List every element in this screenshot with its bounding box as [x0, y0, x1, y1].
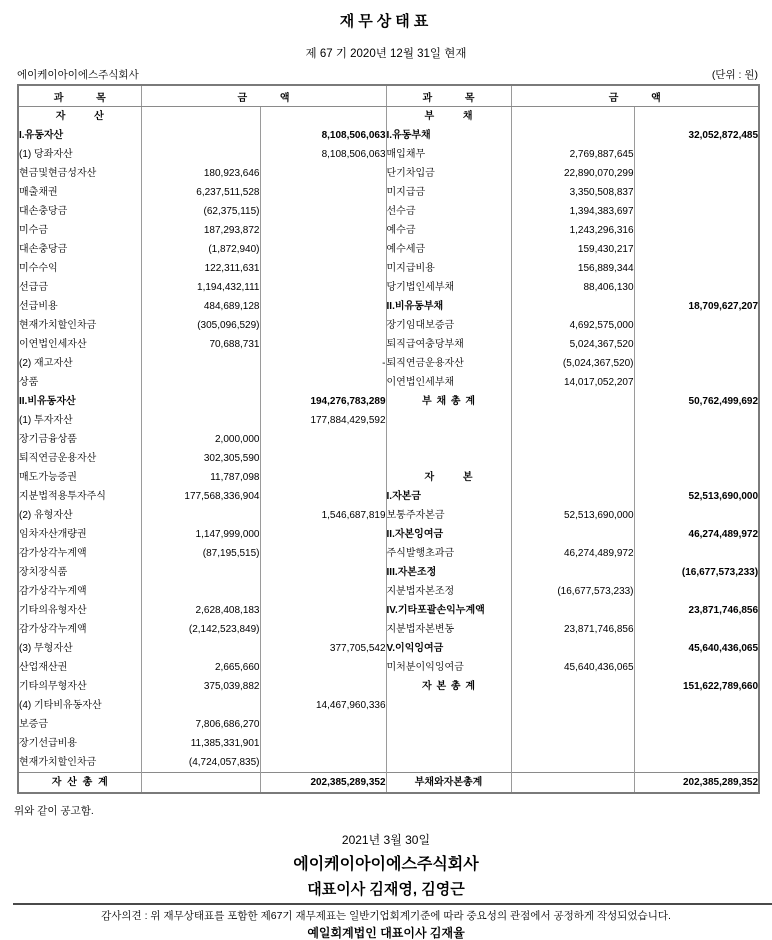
liab-equity-amount-sub2-cell [634, 202, 759, 221]
liab-equity-label-cell: 주식발행초과금 [386, 544, 511, 563]
company-name: 에이케이아이에스주식회사 [17, 69, 139, 81]
asset-label-cell: 이연법인세자산 [18, 335, 141, 354]
asset-amount-sub2-cell [260, 582, 386, 601]
liab-equity-amount-sub2-cell [634, 183, 759, 202]
liab-equity-amount-sub2-cell [634, 278, 759, 297]
announcement-date: 2021년 3월 30일 [341, 833, 431, 847]
liab-equity-amount-sub1-cell: 4,692,575,000 [511, 316, 634, 335]
asset-amount-sub1-cell [141, 563, 260, 582]
liab-equity-amount-sub2-cell: (16,677,573,233) [634, 563, 759, 582]
liab-equity-amount-sub1-cell [511, 411, 634, 430]
table-total [18, 773, 759, 794]
liab-equity-label-cell: 보통주자본금 [386, 506, 511, 525]
table-row [18, 468, 759, 487]
asset-amount-sub1-cell: 187,293,872 [141, 221, 260, 240]
liab-equity-label-cell: 예수세금 [386, 240, 511, 259]
asset-amount-sub1-cell: 6,237,511,528 [141, 183, 260, 202]
asset-amount-sub1-cell [141, 373, 260, 392]
asset-amount-sub1-cell: 375,039,882 [141, 677, 260, 696]
asset-label-cell: II.비유동자산 [18, 392, 141, 411]
liab-equity-amount-sub2-cell [634, 734, 759, 753]
liab-equity-amount-sub1-cell: 88,406,130 [511, 278, 634, 297]
asset-amount-sub1-cell: 1,194,432,111 [141, 278, 260, 297]
table-row [18, 392, 759, 411]
table-row [18, 316, 759, 335]
asset-amount-sub2-cell [260, 202, 386, 221]
asset-amount-sub1-cell [141, 582, 260, 601]
asset-label-cell: 지분법적용투자주식 [18, 487, 141, 506]
liab-equity-label-cell: II.자본잉여금 [386, 525, 511, 544]
asset-amount-sub2-cell [260, 373, 386, 392]
asset-label-cell: 선급비용 [18, 297, 141, 316]
liab-equity-amount-sub2-cell [634, 240, 759, 259]
liab-equity-label-cell: III.자본조정 [386, 563, 511, 582]
liab-equity-amount-sub1-cell: (5,024,367,520) [511, 354, 634, 373]
table-row [18, 696, 759, 715]
asset-amount-sub2-cell [260, 715, 386, 734]
footer-company-name: 에이케이아이에스주식회사 [293, 856, 479, 873]
ceo-names: 대표이사 김재영, 김영근 [307, 881, 465, 898]
asset-amount-sub2-cell: - [260, 354, 386, 373]
asset-amount-sub1-cell [141, 145, 260, 164]
asset-label-cell: 장기금융상품 [18, 430, 141, 449]
liab-equity-amount-sub2-cell [634, 316, 759, 335]
account-header-left: 과 목 [18, 85, 141, 107]
liab-equity-label-cell: 자 본 총 계 [386, 677, 511, 696]
table-row [18, 658, 759, 677]
liab-equity-amount-sub2-cell [634, 620, 759, 639]
liab-equity-label-cell [386, 411, 511, 430]
asset-label-cell: 현재가치할인차금 [18, 753, 141, 773]
liab-equity-amount-sub2-cell [634, 411, 759, 430]
liab-equity-amount-sub1-cell [511, 715, 634, 734]
asset-amount-sub1-cell [141, 411, 260, 430]
liab-equity-label-cell [386, 753, 511, 773]
asset-amount-sub1-cell: 2,000,000 [141, 430, 260, 449]
liab-equity-amount-sub2-cell [634, 259, 759, 278]
table-row [18, 354, 759, 373]
asset-amount-sub2-cell [260, 316, 386, 335]
table-row [18, 582, 759, 601]
liab-equity-label-cell: 지분법자본변동 [386, 620, 511, 639]
liab-equity-amount-sub2-cell: 52,513,690,000 [634, 487, 759, 506]
asset-label-cell: 감가상각누계액 [18, 544, 141, 563]
table-row [18, 278, 759, 297]
liab-equity-amount-sub1-cell [511, 449, 634, 468]
asset-amount-sub2-cell: 8,108,506,063 [260, 126, 386, 145]
asset-label-cell: I.유동자산 [18, 126, 141, 145]
liab-equity-amount-sub2-cell [634, 373, 759, 392]
liab-equity-amount-sub1-cell: 23,871,746,856 [511, 620, 634, 639]
asset-label-cell: (2) 유형자산 [18, 506, 141, 525]
table-row [18, 544, 759, 563]
amount-header-right: 금 액 [511, 85, 759, 107]
liab-equity-amount-sub1-cell [511, 563, 634, 582]
liab-equity-amount-sub1-cell: 3,350,508,837 [511, 183, 634, 202]
liab-equity-label-cell: 자 본 [386, 468, 511, 487]
table-row [18, 620, 759, 639]
liab-equity-amount-sub1-cell [511, 677, 634, 696]
table-row [18, 639, 759, 658]
asset-amount-sub1-cell: 11,385,331,901 [141, 734, 260, 753]
table-row [18, 715, 759, 734]
asset-label-cell: 매도가능증권 [18, 468, 141, 487]
liab-equity-label-cell: I.자본금 [386, 487, 511, 506]
public-notice: 위와 같이 공고함. [14, 805, 94, 817]
table-row [18, 734, 759, 753]
liab-equity-amount-sub2-cell [634, 145, 759, 164]
liab-equity-amount-sub2-cell [634, 221, 759, 240]
liab-equity-label-cell: 선수금 [386, 202, 511, 221]
liab-equity-amount-sub1-cell [511, 468, 634, 487]
liab-equity-label-cell: 장기임대보증금 [386, 316, 511, 335]
asset-label-cell: 기타의유형자산 [18, 601, 141, 620]
asset-amount-sub2-cell [260, 297, 386, 316]
asset-amount-sub2-cell [260, 563, 386, 582]
liab-equity-amount-sub2-cell [634, 696, 759, 715]
asset-amount-sub2-cell [260, 107, 386, 127]
liab-equity-label-cell [386, 449, 511, 468]
liab-equity-amount-sub1-cell [511, 392, 634, 411]
liab-equity-label-cell: 매입채무 [386, 145, 511, 164]
reporting-period: 제 67 기 2020년 12월 31일 현재 [305, 48, 467, 60]
asset-amount-sub1-cell: (2,142,523,849) [141, 620, 260, 639]
table-row [18, 430, 759, 449]
asset-amount-sub1-cell: (305,096,529) [141, 316, 260, 335]
asset-label-cell: 미수수익 [18, 259, 141, 278]
liab-equity-amount-sub2-cell [634, 164, 759, 183]
liab-equity-amount-sub1-cell: 45,640,436,065 [511, 658, 634, 677]
liab-equity-label-cell [386, 715, 511, 734]
asset-label-cell: 기타의무형자산 [18, 677, 141, 696]
liab-equity-amount-sub1-cell [511, 525, 634, 544]
asset-label-cell: 대손충당금 [18, 240, 141, 259]
asset-amount-sub1-cell: (87,195,515) [141, 544, 260, 563]
asset-amount-sub2-cell: 177,884,429,592 [260, 411, 386, 430]
total-liab-equity-sub1 [511, 773, 634, 794]
asset-label-cell: 매출채권 [18, 183, 141, 202]
liab-equity-amount-sub2-cell [634, 715, 759, 734]
table-row [18, 449, 759, 468]
liab-equity-amount-sub1-cell: 2,769,887,645 [511, 145, 634, 164]
liab-equity-label-cell: V.이익잉여금 [386, 639, 511, 658]
liab-equity-amount-sub2-cell: 151,622,789,660 [634, 677, 759, 696]
liab-equity-amount-sub1-cell: 1,243,296,316 [511, 221, 634, 240]
asset-amount-sub2-cell: 8,108,506,063 [260, 145, 386, 164]
asset-label-cell: 미수금 [18, 221, 141, 240]
liab-equity-amount-sub1-cell [511, 639, 634, 658]
table-body [18, 107, 759, 773]
liab-equity-amount-sub1-cell [511, 696, 634, 715]
liab-equity-amount-sub1-cell: 14,017,052,207 [511, 373, 634, 392]
asset-amount-sub1-cell: 7,806,686,270 [141, 715, 260, 734]
asset-amount-sub1-cell: 180,923,646 [141, 164, 260, 183]
asset-amount-sub1-cell: (1,872,940) [141, 240, 260, 259]
liab-equity-label-cell [386, 430, 511, 449]
liab-equity-label-cell: IV.기타포괄손익누계액 [386, 601, 511, 620]
liab-equity-amount-sub1-cell: (16,677,573,233) [511, 582, 634, 601]
liab-equity-label-cell: 부 채 총 계 [386, 392, 511, 411]
asset-amount-sub1-cell: 177,568,336,904 [141, 487, 260, 506]
footer-divider [13, 903, 772, 905]
asset-label-cell: 임차자산개량권 [18, 525, 141, 544]
asset-amount-sub2-cell [260, 544, 386, 563]
asset-amount-sub2-cell [260, 449, 386, 468]
table-row [18, 753, 759, 773]
table-row [18, 240, 759, 259]
table-row [18, 563, 759, 582]
liab-equity-amount-sub1-cell [511, 126, 634, 145]
table-row [18, 202, 759, 221]
asset-amount-sub1-cell [141, 639, 260, 658]
table-row [18, 335, 759, 354]
liab-equity-amount-sub2-cell [634, 468, 759, 487]
asset-amount-sub2-cell [260, 487, 386, 506]
liab-equity-amount-sub2-cell [634, 658, 759, 677]
asset-amount-sub1-cell: (4,724,057,835) [141, 753, 260, 773]
liab-equity-label-cell: 당기법인세부채 [386, 278, 511, 297]
asset-label-cell: 상품 [18, 373, 141, 392]
asset-amount-sub1-cell: (62,375,115) [141, 202, 260, 221]
liab-equity-amount-sub2-cell [634, 582, 759, 601]
asset-amount-sub1-cell [141, 696, 260, 715]
liab-equity-label-cell [386, 734, 511, 753]
amount-header-left: 금 액 [141, 85, 386, 107]
total-assets-sub1 [141, 773, 260, 794]
table-row [18, 297, 759, 316]
liab-equity-amount-sub2-cell [634, 506, 759, 525]
liab-equity-amount-sub1-cell: 22,890,070,299 [511, 164, 634, 183]
table-row [18, 221, 759, 240]
liab-equity-amount-sub2-cell: 46,274,489,972 [634, 525, 759, 544]
liab-equity-amount-sub1-cell [511, 297, 634, 316]
liab-equity-amount-sub2-cell: 23,871,746,856 [634, 601, 759, 620]
table-row [18, 259, 759, 278]
table-row [18, 183, 759, 202]
asset-amount-sub1-cell [141, 126, 260, 145]
table-row [18, 525, 759, 544]
table-row [18, 164, 759, 183]
asset-amount-sub2-cell [260, 221, 386, 240]
liab-equity-label-cell: 예수금 [386, 221, 511, 240]
account-header-right: 과 목 [386, 85, 511, 107]
table-row [18, 487, 759, 506]
asset-amount-sub2-cell [260, 677, 386, 696]
liab-equity-amount-sub2-cell: 45,640,436,065 [634, 639, 759, 658]
asset-label-cell: 대손충당금 [18, 202, 141, 221]
asset-label-cell: (3) 무형자산 [18, 639, 141, 658]
asset-label-cell: 자 산 [18, 107, 141, 127]
asset-amount-sub1-cell: 2,628,408,183 [141, 601, 260, 620]
asset-amount-sub1-cell: 484,689,128 [141, 297, 260, 316]
asset-amount-sub2-cell [260, 734, 386, 753]
asset-amount-sub2-cell [260, 335, 386, 354]
liab-equity-amount-sub1-cell: 46,274,489,972 [511, 544, 634, 563]
asset-amount-sub2-cell [260, 525, 386, 544]
liab-equity-amount-sub1-cell [511, 487, 634, 506]
asset-label-cell: 산업재산권 [18, 658, 141, 677]
liab-equity-label-cell: 지분법자본조정 [386, 582, 511, 601]
table-row [18, 373, 759, 392]
asset-amount-sub2-cell [260, 164, 386, 183]
asset-amount-sub1-cell: 70,688,731 [141, 335, 260, 354]
asset-amount-sub1-cell [141, 354, 260, 373]
asset-label-cell: (1) 당좌자산 [18, 145, 141, 164]
asset-label-cell: (1) 투자자산 [18, 411, 141, 430]
asset-amount-sub2-cell [260, 183, 386, 202]
liab-equity-amount-sub2-cell [634, 354, 759, 373]
auditor-name: 예일회계법인 대표이사 김재율 [307, 926, 465, 940]
table-row [18, 506, 759, 525]
asset-label-cell: 보증금 [18, 715, 141, 734]
liab-equity-amount-sub1-cell: 52,513,690,000 [511, 506, 634, 525]
liab-equity-amount-sub1-cell: 156,889,344 [511, 259, 634, 278]
liab-equity-amount-sub2-cell [634, 430, 759, 449]
total-liab-equity-label: 부채와자본총계 [386, 773, 511, 794]
liab-equity-amount-sub1-cell [511, 753, 634, 773]
liab-equity-label-cell: 단기차입금 [386, 164, 511, 183]
asset-amount-sub2-cell [260, 278, 386, 297]
asset-amount-sub2-cell [260, 259, 386, 278]
liab-equity-amount-sub1-cell: 1,394,383,697 [511, 202, 634, 221]
asset-amount-sub1-cell [141, 506, 260, 525]
asset-amount-sub2-cell [260, 601, 386, 620]
table-row [18, 601, 759, 620]
asset-label-cell: 퇴직연금운용자산 [18, 449, 141, 468]
header-row [18, 85, 759, 107]
asset-label-cell: 장치장식품 [18, 563, 141, 582]
asset-amount-sub1-cell: 122,311,631 [141, 259, 260, 278]
currency-unit-label: (단위 : 원) [711, 69, 758, 81]
table-header [18, 85, 759, 107]
company-row [17, 67, 758, 82]
asset-amount-sub1-cell [141, 107, 260, 127]
asset-label-cell: 현재가치할인차금 [18, 316, 141, 335]
liab-equity-amount-sub1-cell [511, 430, 634, 449]
liab-equity-amount-sub2-cell [634, 753, 759, 773]
table-row [18, 677, 759, 696]
asset-amount-sub2-cell [260, 620, 386, 639]
asset-label-cell: 감가상각누계액 [18, 620, 141, 639]
asset-amount-sub2-cell [260, 753, 386, 773]
table-row [18, 126, 759, 145]
liab-equity-label-cell: 미처분이익잉여금 [386, 658, 511, 677]
total-assets-label: 자 산 총 계 [18, 773, 141, 794]
asset-label-cell: 선급금 [18, 278, 141, 297]
liab-equity-label-cell: 퇴직연금운용자산 [386, 354, 511, 373]
asset-amount-sub1-cell: 11,787,098 [141, 468, 260, 487]
asset-amount-sub1-cell: 1,147,999,000 [141, 525, 260, 544]
liab-equity-amount-sub2-cell: 18,709,627,207 [634, 297, 759, 316]
asset-amount-sub1-cell: 2,665,660 [141, 658, 260, 677]
liab-equity-label-cell [386, 696, 511, 715]
asset-amount-sub1-cell [141, 392, 260, 411]
liab-equity-amount-sub2-cell: 50,762,499,692 [634, 392, 759, 411]
liab-equity-label-cell: 퇴직급여충당부채 [386, 335, 511, 354]
asset-amount-sub2-cell: 194,276,783,289 [260, 392, 386, 411]
liab-equity-label-cell: 부 채 [386, 107, 511, 127]
asset-amount-sub2-cell: 377,705,542 [260, 639, 386, 658]
liab-equity-label-cell: 미지급비용 [386, 259, 511, 278]
asset-amount-sub2-cell: 14,467,960,336 [260, 696, 386, 715]
liab-equity-amount-sub2-cell [634, 544, 759, 563]
liab-equity-amount-sub1-cell [511, 107, 634, 127]
asset-label-cell: (4) 기타비유동자산 [18, 696, 141, 715]
table-row [18, 107, 759, 127]
asset-amount-sub2-cell [260, 430, 386, 449]
liab-equity-label-cell: II.비유동부채 [386, 297, 511, 316]
audit-opinion: 감사의견 : 위 재무상태표를 포함한 제67기 재무제표는 일반기업회계기준에 따라 중요성의 관점에서 공정하게 작성되었습니다. [101, 910, 671, 922]
asset-label-cell: 감가상각누계액 [18, 582, 141, 601]
table-row [18, 411, 759, 430]
liab-equity-amount-sub1-cell [511, 734, 634, 753]
liab-equity-label-cell: 이연법인세부채 [386, 373, 511, 392]
total-assets-amount: 202,385,289,352 [260, 773, 386, 794]
liab-equity-amount-sub2-cell [634, 107, 759, 127]
asset-label-cell: 장기선급비용 [18, 734, 141, 753]
asset-label-cell: (2) 재고자산 [18, 354, 141, 373]
asset-amount-sub2-cell: 1,546,687,819 [260, 506, 386, 525]
asset-label-cell: 현금및현금성자산 [18, 164, 141, 183]
page-title: 재무상태표 [339, 13, 433, 30]
asset-amount-sub2-cell [260, 658, 386, 677]
liab-equity-amount-sub1-cell: 5,024,367,520 [511, 335, 634, 354]
liab-equity-amount-sub2-cell [634, 335, 759, 354]
asset-amount-sub2-cell [260, 468, 386, 487]
liab-equity-amount-sub2-cell: 32,052,872,485 [634, 126, 759, 145]
liab-equity-label-cell: 미지급금 [386, 183, 511, 202]
liab-equity-amount-sub1-cell [511, 601, 634, 620]
asset-amount-sub1-cell: 302,305,590 [141, 449, 260, 468]
table-row [18, 145, 759, 164]
balance-sheet-table [17, 84, 760, 794]
liab-equity-amount-sub2-cell [634, 449, 759, 468]
asset-amount-sub2-cell [260, 240, 386, 259]
total-row [18, 773, 759, 794]
total-liab-equity-amount: 202,385,289,352 [634, 773, 759, 794]
liab-equity-amount-sub1-cell: 159,430,217 [511, 240, 634, 259]
liab-equity-label-cell: I.유동부채 [386, 126, 511, 145]
